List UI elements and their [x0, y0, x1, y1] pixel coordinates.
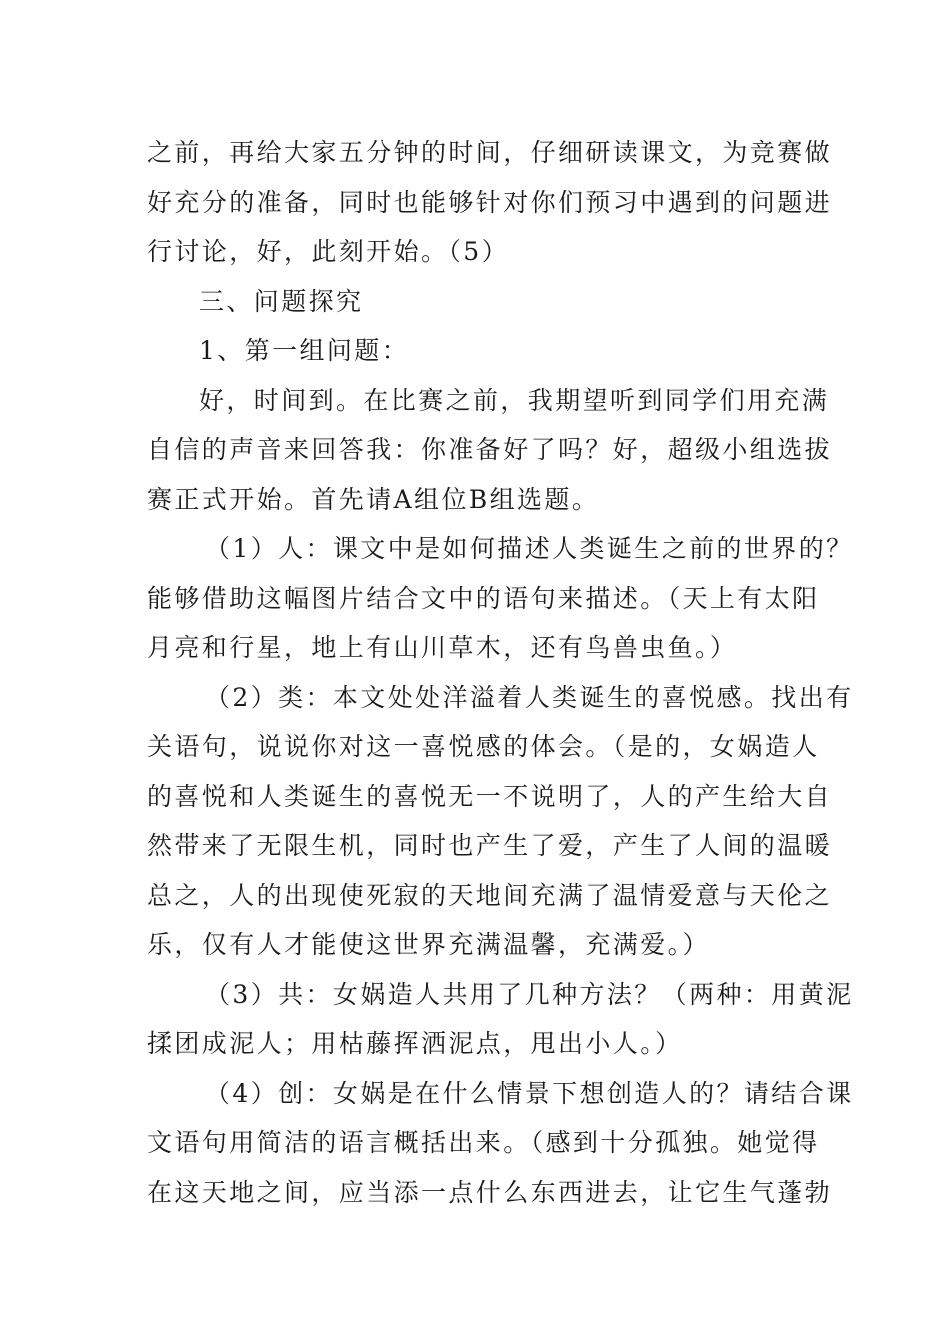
question-item: （1）人：课文中是如何描述人类诞生之前的世界的？ [205, 534, 854, 563]
text-line: 自信的声音来回答我：你准备好了吗？好，超级小组选拔 [147, 435, 833, 464]
body-text [147, 128, 854, 1217]
question-item: （3）共：女娲造人共用了几种方法？（两种：用黄泥 [205, 979, 854, 1009]
text-line: 行讨论，好，此刻开始。（5） [147, 237, 510, 266]
subsection-heading: 1、第一组问题： [199, 336, 410, 365]
text-line: 好充分的准备，同时也能够针对你们预习中遇到的问题进 [147, 187, 833, 217]
text-line: 好，时间到。在比赛之前，我期望听到同学们用充满 [199, 385, 830, 415]
text-line: 在这天地之间，应当添一点什么东西进去，让它生气蓬勃 [147, 1177, 833, 1207]
section-heading: 三、问题探究 [199, 286, 364, 316]
text-line: 关语句，说说你对这一喜悦感的体会。（是的，女娲造人 [147, 732, 820, 761]
question-item: （4）创：女娲是在什么情景下想创造人的？请结合课 [205, 1078, 854, 1108]
text-line: 月亮和行星，地上有山川草木，还有鸟兽虫鱼。） [147, 633, 738, 662]
text-line: 然带来了无限生机，同时也产生了爱，产生了人间的温暖 [147, 831, 833, 860]
text-line: 总之，人的出现使死寂的天地间充满了温情爱意与天伦之 [147, 880, 833, 910]
question-item: （2）类：本文处处洋溢着人类诞生的喜悦感。找出有 [205, 682, 854, 712]
text-line: 赛正式开始。首先请A组位B组选题。 [147, 484, 600, 514]
text-line: 文语句用简洁的语言概括出来。（感到十分孤独。她觉得 [147, 1128, 820, 1157]
text-line: 揉团成泥人；用枯藤挥洒泥点，甩出小人。） [147, 1029, 683, 1058]
text-line: 能够借助这幅图片结合文中的语句来描述。（天上有太阳 [147, 583, 820, 613]
text-line: 乐，仅有人才能使这世界充满温馨，充满爱。） [147, 930, 710, 959]
text-line: 的喜悦和人类诞生的喜悦无一不说明了，人的产生给大自 [147, 781, 833, 811]
text-line: 之前，再给大家五分钟的时间，仔细研读课文，为竞赛做 [147, 138, 833, 167]
